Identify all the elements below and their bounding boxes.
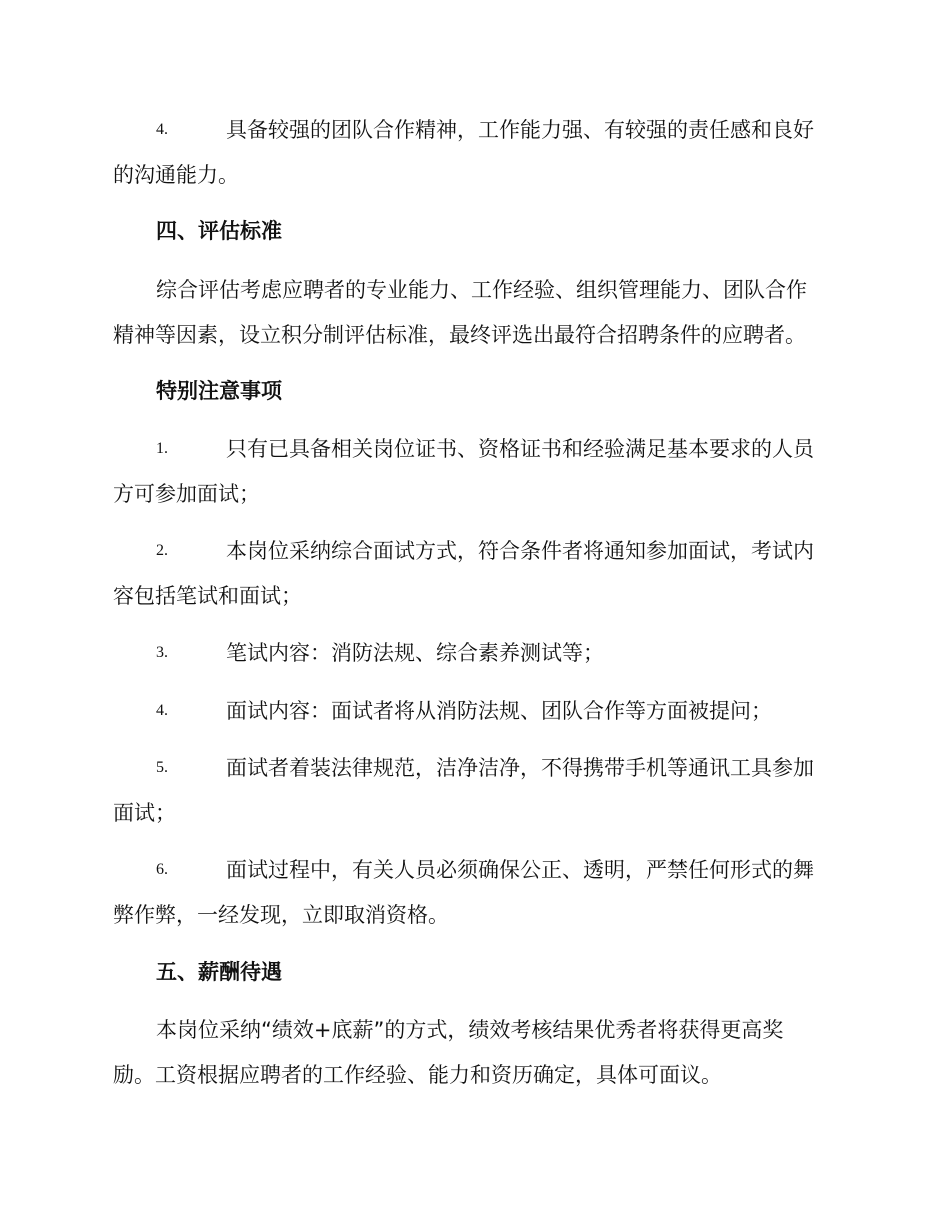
list-item-continuation: 面试； [113,801,176,825]
list-number: 4. [156,121,168,138]
list-item-continuation: 容包括笔试和面试； [113,584,302,608]
list-item-text: 具备较强的团队合作精神，工作能力强、有较强的责任感和良好 [226,118,814,142]
list-number: 5. [156,759,168,776]
list-item-text: 面试内容：面试者将从消防法规、团队合作等方面被提问； [226,699,772,723]
list-item-continuation: 弊作弊，一经发现，立即取消资格。 [113,903,449,927]
list-number: 3. [156,644,168,661]
list-number: 1. [156,440,168,457]
list-item-text: 面试者着装法律规范，洁净洁净，不得携带手机等通讯工具参加 [226,756,814,780]
paragraph-line: 本岗位采纳“绩效+底薪”的方式，绩效考核结果优秀者将获得更高奖 [156,1018,784,1042]
list-number: 6. [156,861,168,878]
list-number: 2. [156,542,168,559]
list-item-text: 笔试内容：消防法规、综合素养测试等； [226,641,604,665]
list-item-text: 只有已具备相关岗位证书、资格证书和经验满足基本要求的人员 [226,437,814,461]
paragraph-line: 精神等因素，设立积分制评估标准，最终评选出最符合招聘条件的应聘者。 [113,323,806,347]
paragraph-line: 励。工资根据应聘者的工作经验、能力和资历确定，具体可面议。 [113,1063,722,1087]
list-item-continuation: 的沟通能力。 [113,163,239,187]
section-heading: 特别注意事项 [156,379,282,403]
paragraph-line: 综合评估考虑应聘者的专业能力、工作经验、组织管理能力、团队合作 [156,278,807,302]
list-item-continuation: 方可参加面试； [113,482,260,506]
section-heading: 五、薪酬待遇 [156,960,282,984]
list-number: 4. [156,702,168,719]
section-heading: 四、评估标准 [156,219,282,243]
list-item-text: 本岗位采纳综合面试方式，符合条件者将通知参加面试，考试内 [226,539,814,563]
list-item-text: 面试过程中，有关人员必须确保公正、透明，严禁任何形式的舞 [226,858,814,882]
